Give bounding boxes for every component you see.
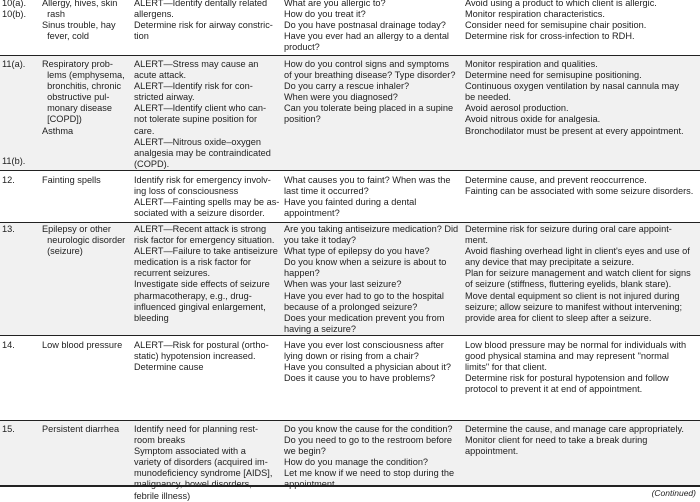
- condition-cell: Fainting spells: [42, 175, 101, 185]
- row-number: 14.: [2, 340, 15, 350]
- questions-cell: What causes you to faint? When was the last time it occurred? Have you fainted during a dental appointment?: [284, 175, 451, 219]
- condition-cell: Low blood pressure: [42, 340, 123, 350]
- table-row: [0, 336, 700, 419]
- implications-cell: ALERT—Recent attack is strong risk factor for emergency situation. ALERT—Failure to take antiseizure medication is a risk factor for recurrent seizures. Investigate side effects of seizure pharmacotherapy, e.g., drug- influenced gingival enlargement, bleeding: [134, 224, 278, 323]
- table-row: [0, 223, 700, 335]
- condition-cell: Persistent diarrhea: [42, 424, 120, 434]
- condition-cell: Respiratory prob- lems (emphysema, bronchitis, chronic obstructive pul- monary disease [COPD]) Asthma: [42, 59, 125, 136]
- row-number: 15.: [2, 424, 15, 434]
- implications-cell: Identify risk for emergency involv- ing loss of consciousness ALERT—Fainting spells may be as- sociated with a seizure disorder.: [134, 175, 280, 219]
- table-bottom-rule: [0, 485, 700, 487]
- condition-cell: Allergy, hives, skin rash Sinus trouble, hay fever, cold: [42, 0, 118, 42]
- questions-cell: How do you control signs and symptoms of your breathing disease? Type disorder? Do you carry a rescue inhaler? When were you diagnosed? Can you tolerate being placed in a supine position?: [284, 59, 456, 125]
- row-number: 10(a). 10(b).: [2, 0, 27, 20]
- questions-cell: What are you allergic to? How do you treat it? Do you have postnasal drainage today? Have you ever had an allergy to a dental product?: [284, 0, 449, 53]
- row-number: 11(a).: [2, 59, 26, 69]
- questions-cell: Are you taking antiseizure medication? Did you take it today? What type of epilepsy do you have? Do you know when a seizure is about to happen? When was your last seizure? Have you ever had to go to the hospital because of a prolonged seizure? Does your medication prevent you from having a seizure?: [284, 224, 459, 334]
- condition-cell: Epilepsy or other neurologic disorder (seizure): [42, 224, 126, 257]
- row-number: 13.: [2, 224, 15, 234]
- continued-label: (Continued): [651, 488, 696, 498]
- row-number: 12.: [2, 175, 15, 185]
- questions-cell: Have you ever lost consciousness after lying down or rising from a chair? Have you consulted a physician about it? Does it cause you to have problems?: [284, 340, 452, 384]
- table-row: [0, 171, 700, 222]
- implications-cell: ALERT—Identify dentally related allergens. Determine risk for airway constric- tion: [134, 0, 273, 42]
- questions-cell: Do you know the cause for the condition? Do you need to go to the restroom before we begin? How do you manage the condition? Let me know if we need to stop during the: [284, 424, 455, 479]
- table-row: [0, 0, 700, 53]
- implications-cell: Identify need for planning rest- room breaks Symptom associated with a variety of disorders (acquired im- munodeficiency syndrome [AIDS], febrile illness): [134, 424, 273, 501]
- actions-cell: Determine the cause, and manage care appropriately. Monitor client for need to take a break during appointment.: [465, 424, 684, 457]
- implications-cell: ALERT—Stress may cause an acute attack. ALERT—Identify risk for con- stricted airway. ALERT—Identify client who can- not tolerate supine position for care. ALERT—Nitrous oxide–oxygen analgesia may be contraindicated (COPD).: [134, 59, 271, 169]
- actions-cell: Low blood pressure may be normal for individuals with good physical stamina and may represent "normal limits" for that client. Determine risk for postural hypotension and follow protocol to prevent it at end of appointment.: [465, 340, 687, 395]
- actions-cell: Determine cause, and prevent reoccurrence. Fainting can be associated with some seizure disorders.: [465, 175, 694, 197]
- actions-cell: Determine risk for seizure during oral care appoint- ment. Avoid flashing overhead light in client's eyes and use of any device that may precipitate a seizure. Plan for seizure management and watch client for signs of seizure (stiffness, fluttering eyelids, blank stare). Move dental equipment so client is not injured during seizure; allow seizure to manifest without intervening; provide area for client to sleep after a seizure.: [465, 224, 691, 323]
- actions-cell: Avoid using a product to which client is allergic. Monitor respiration characteristics. Consider need for semisupine chair position. Determine risk for cross-infection to RDH.: [465, 0, 657, 42]
- table-row: [0, 56, 700, 170]
- actions-cell: Monitor respiration and qualities. Determine need for semisupine positioning. Continuous oxygen ventilation by nasal cannula may be needed. Avoid aerosol production. Avoid nitrous oxide for analgesia. Bronchodilator must be present at every appointment.: [465, 59, 684, 136]
- row-number-secondary: 11(b).: [2, 156, 26, 166]
- implications-cell: ALERT—Risk for postural (ortho- static) hypotension increased. Determine cause: [134, 340, 269, 373]
